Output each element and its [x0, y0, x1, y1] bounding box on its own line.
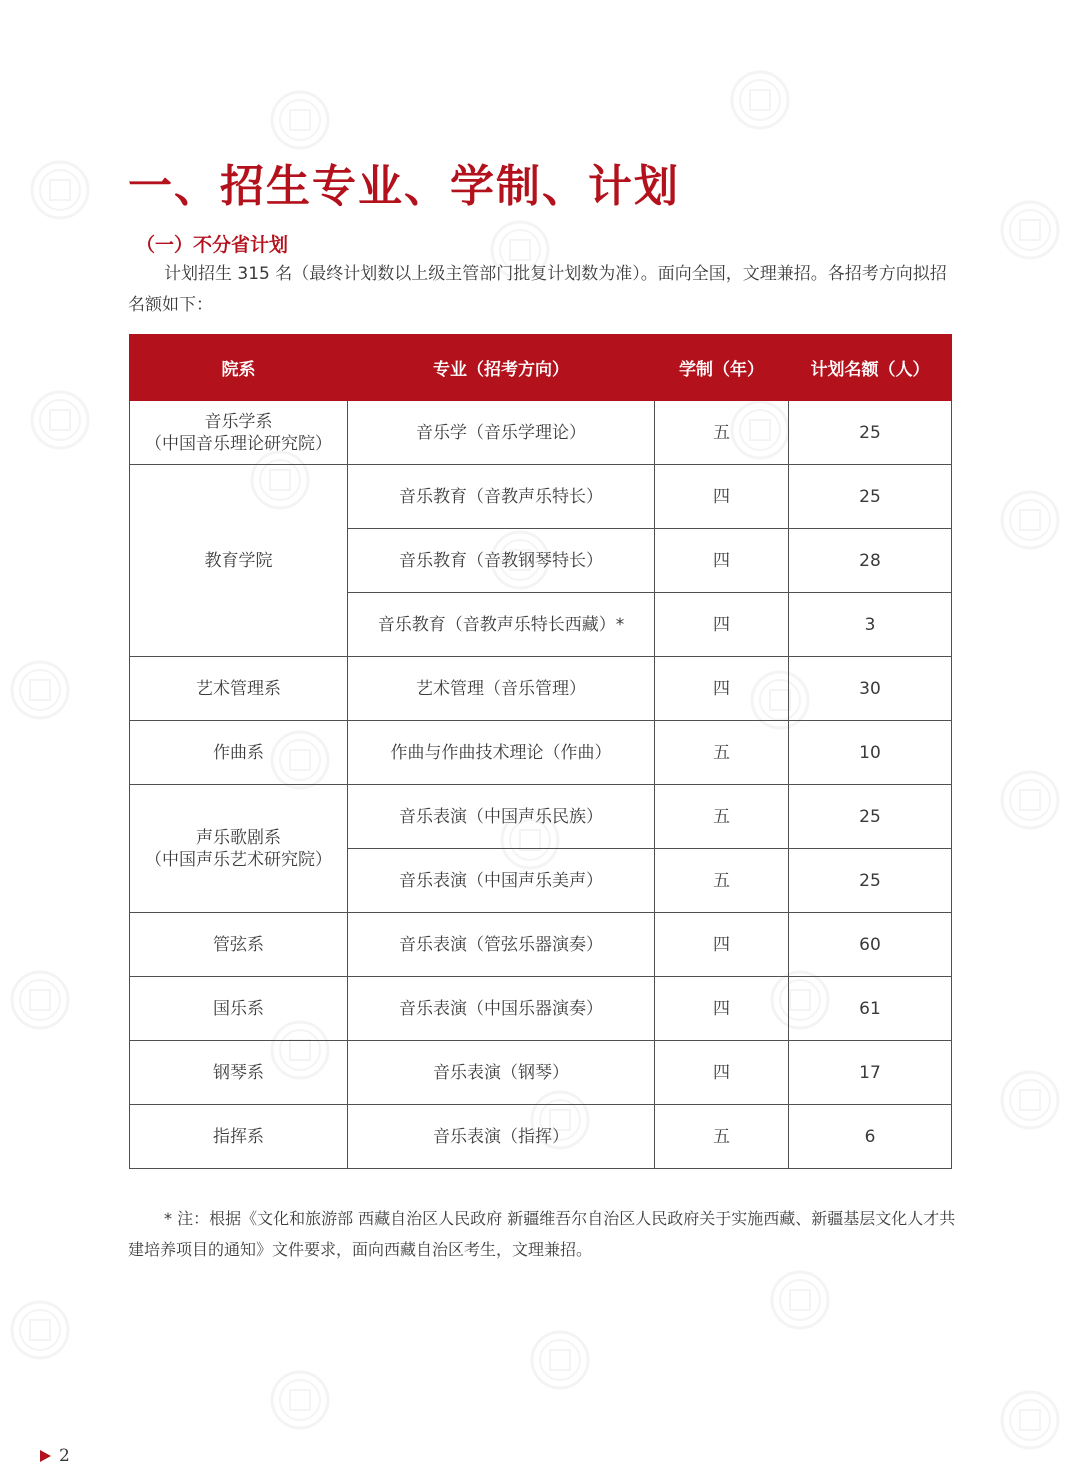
years-cell: 五	[655, 1105, 789, 1169]
years-cell: 五	[655, 849, 789, 913]
footnote: * 注：根据《文化和旅游部 西藏自治区人民政府 新疆维吾尔自治区人民政府关于实施西藏、新疆基层文化人才共建培养项目的通知》文件要求，面向西藏自治区考生，文理兼招。	[128, 1209, 956, 1259]
table-row	[130, 401, 952, 465]
major-cell: 音乐表演（钢琴）	[348, 1041, 655, 1105]
major-cell: 艺术管理（音乐管理）	[348, 657, 655, 721]
major-cell: 作曲与作曲技术理论（作曲）	[348, 721, 655, 785]
major-cell: 音乐教育（音教钢琴特长）	[348, 529, 655, 593]
quota-cell: 25	[789, 465, 952, 529]
years-cell: 四	[655, 465, 789, 529]
quota-cell: 25	[789, 785, 952, 849]
quota-cell: 61	[789, 977, 952, 1041]
department-name: 音乐学系	[204, 411, 273, 432]
department-cell: 教育学院	[130, 465, 348, 657]
header-years: 学制（年）	[655, 335, 789, 401]
table-row	[130, 977, 952, 1041]
major-cell: 音乐表演（中国声乐美声）	[348, 849, 655, 913]
department-name: 声乐歌剧系	[196, 827, 281, 848]
section-title: 一、招生专业、学制、计划	[128, 161, 680, 212]
years-cell: 四	[655, 593, 789, 657]
years-cell: 四	[655, 977, 789, 1041]
quota-cell: 3	[789, 593, 952, 657]
table-row	[130, 913, 952, 977]
major-cell: 音乐教育（音教声乐特长西藏）*	[348, 593, 655, 657]
table-row	[130, 465, 952, 529]
department-cell: 钢琴系	[130, 1041, 348, 1105]
department-cell	[130, 401, 348, 465]
department-subname: （中国声乐艺术研究院）	[145, 849, 332, 870]
quota-cell: 60	[789, 913, 952, 977]
years-cell: 四	[655, 913, 789, 977]
quota-cell: 28	[789, 529, 952, 593]
page-number: 2	[59, 1446, 70, 1466]
major-cell: 音乐表演（管弦乐器演奏）	[348, 913, 655, 977]
major-cell: 音乐表演（中国声乐民族）	[348, 785, 655, 849]
department-cell: 国乐系	[130, 977, 348, 1041]
years-cell: 四	[655, 1041, 789, 1105]
quota-cell: 6	[789, 1105, 952, 1169]
major-cell: 音乐教育（音教声乐特长）	[348, 465, 655, 529]
years-cell: 五	[655, 721, 789, 785]
table-row	[130, 657, 952, 721]
triangle-right-icon	[40, 1450, 51, 1462]
department-cell: 艺术管理系	[130, 657, 348, 721]
table-header-row	[130, 335, 952, 401]
years-cell: 四	[655, 529, 789, 593]
table-row	[130, 1105, 952, 1169]
quota-cell: 10	[789, 721, 952, 785]
quota-cell: 25	[789, 401, 952, 465]
department-cell: 指挥系	[130, 1105, 348, 1169]
header-major: 专业（招考方向）	[348, 335, 655, 401]
quota-cell: 30	[789, 657, 952, 721]
sub-title: （一）不分省计划	[136, 234, 289, 256]
department-subname: （中国音乐理论研究院）	[145, 433, 332, 454]
major-cell: 音乐表演（中国乐器演奏）	[348, 977, 655, 1041]
department-cell: 作曲系	[130, 721, 348, 785]
major-cell: 音乐学（音乐学理论）	[348, 401, 655, 465]
years-cell: 五	[655, 785, 789, 849]
years-cell: 五	[655, 401, 789, 465]
table-row	[130, 1041, 952, 1105]
quota-cell: 17	[789, 1041, 952, 1105]
page-footer	[40, 1446, 70, 1466]
years-cell: 四	[655, 657, 789, 721]
department-cell: 管弦系	[130, 913, 348, 977]
major-cell: 音乐表演（指挥）	[348, 1105, 655, 1169]
enrollment-plan-table	[129, 334, 952, 1169]
department-cell	[130, 785, 348, 913]
header-department: 院系	[130, 335, 348, 401]
table-row	[130, 721, 952, 785]
table-row	[130, 785, 952, 849]
intro-paragraph: 计划招生 315 名（最终计划数以上级主管部门批复计划数为准）。面向全国，文理兼招。各招考方向拟招名额如下：	[128, 264, 947, 315]
quota-cell: 25	[789, 849, 952, 913]
header-quota: 计划名额（人）	[789, 335, 952, 401]
